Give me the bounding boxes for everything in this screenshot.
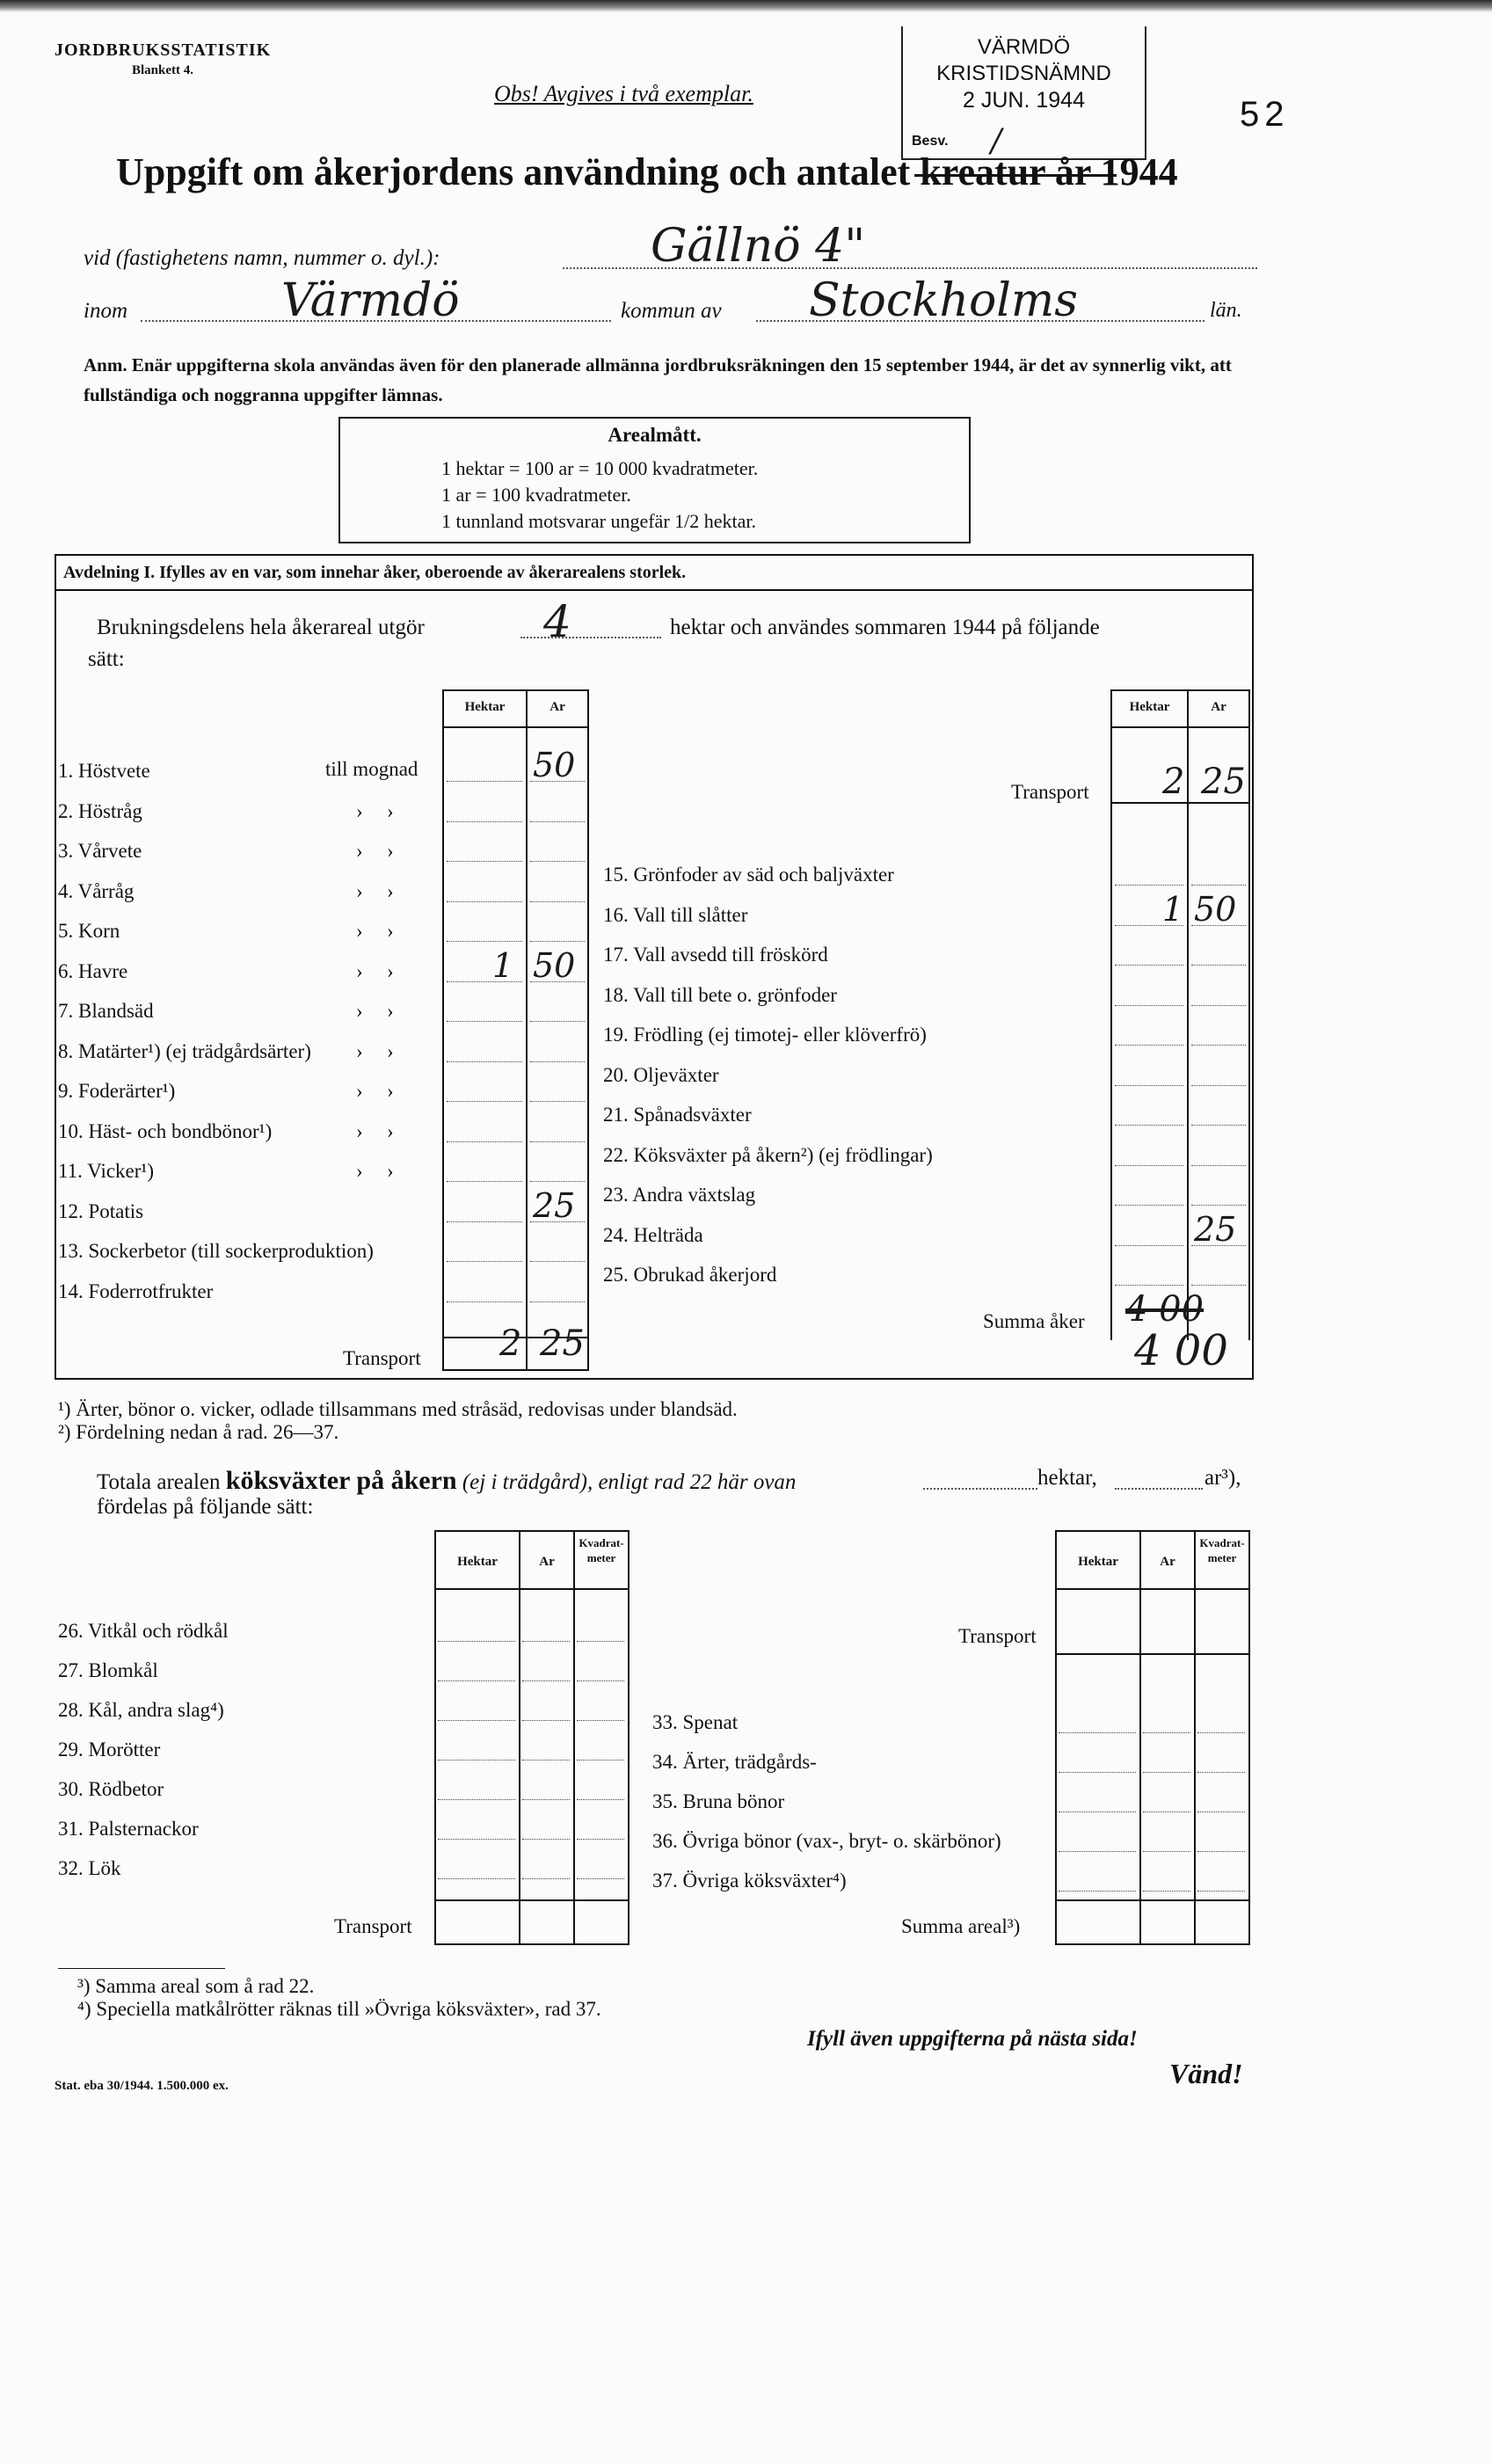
left-transport-label: Transport: [343, 1347, 421, 1369]
kvm-cell[interactable]: [1197, 1732, 1245, 1733]
ditto-mark: ›: [356, 1160, 363, 1182]
ar-cell[interactable]: [522, 1839, 570, 1840]
crop-row-label: 3. Vårvete: [58, 840, 142, 862]
s2r-summa-label: Summa areal³): [901, 1915, 1021, 1937]
hektar-cell[interactable]: [1059, 1891, 1136, 1892]
kvm-cell[interactable]: [577, 1878, 624, 1879]
hektar-cell[interactable]: [447, 901, 522, 902]
section1-intro-c: sätt:: [88, 647, 125, 671]
ditto-mark: ›: [356, 1000, 363, 1022]
ar-cell[interactable]: [1191, 1045, 1246, 1046]
kommun-label: kommun av: [621, 299, 722, 323]
s2-intro-b: köksväxter på åkern: [225, 1466, 457, 1495]
vegetable-row-label: 35. Bruna bönor: [652, 1790, 785, 1812]
ar-cell[interactable]: [530, 861, 585, 862]
s2-intro-e: ar³),: [1205, 1466, 1241, 1490]
s2l-transport-rule: [434, 1899, 630, 1901]
footnote-4: ⁴) Speciella matkålrötter räknas till »Övriga köksväxter», rad 37.: [77, 1998, 601, 2020]
s2-ar-line: [1115, 1488, 1203, 1490]
page-number: 52: [1240, 95, 1290, 134]
ar-cell[interactable]: [530, 1301, 585, 1302]
right-transport-ar[interactable]: 25: [1201, 762, 1246, 802]
ar-cell[interactable]: [1191, 1085, 1246, 1086]
s2r-top: [1055, 1530, 1250, 1532]
section1-heading-rule: [55, 589, 1252, 591]
hektar-cell[interactable]: [1115, 1205, 1183, 1206]
footnote-3: ³) Samma areal som å rad 22.: [77, 1975, 315, 1997]
s2l-transport-label: Transport: [334, 1915, 412, 1937]
arealmatt-box: [338, 417, 971, 543]
hektar-cell[interactable]: [1059, 1772, 1136, 1773]
inom-label: inom: [84, 299, 127, 323]
footnote2-rule: [58, 1968, 225, 1969]
crop-row-label: 16. Vall till slåtter: [603, 904, 748, 926]
hektar-cell[interactable]: [1115, 1045, 1183, 1046]
ar-cell[interactable]: [530, 1261, 585, 1262]
hektar-value[interactable]: 1: [492, 946, 514, 985]
hektar-cell[interactable]: [1115, 965, 1183, 966]
ditto-mark: ›: [387, 1120, 394, 1142]
print-info: Stat. eba 30/1944. 1.500.000 ex.: [55, 2079, 229, 2093]
s2r-summa-rule: [1055, 1899, 1250, 1901]
crop-row-label: 14. Foderrotfrukter: [58, 1280, 214, 1302]
form-number: Blankett 4.: [132, 63, 194, 77]
s2-hektar-line: [923, 1488, 1037, 1490]
hektar-cell[interactable]: [438, 1760, 515, 1761]
kvm-cell[interactable]: [577, 1799, 624, 1800]
arealmatt-line2: 1 ar = 100 kvadratmeter.: [441, 484, 631, 506]
hektar-cell[interactable]: [447, 781, 522, 782]
ar-cell[interactable]: [1191, 1285, 1246, 1286]
hektar-value[interactable]: 1: [1162, 890, 1184, 929]
crop-row-label: 13. Sockerbetor (till sockerproduktion): [58, 1240, 374, 1262]
left-header-bottom: [442, 726, 589, 728]
ar-value[interactable]: 50: [533, 746, 576, 784]
kvm-cell[interactable]: [577, 1760, 624, 1761]
ditto-mark: ›: [387, 1040, 394, 1062]
hektar-cell[interactable]: [1115, 1005, 1183, 1006]
hektar-cell[interactable]: [1115, 885, 1183, 886]
left-col-line-c: [587, 689, 589, 1369]
crop-row-label: 22. Köksväxter på åkern²) (ej frödlingar): [603, 1144, 933, 1166]
hektar-cell[interactable]: [447, 1301, 522, 1302]
crop-row-label: 4. Vårråg: [58, 880, 135, 902]
ar-cell[interactable]: [522, 1760, 570, 1761]
right-col-hektar: Hektar: [1129, 700, 1170, 714]
ar-cell[interactable]: [530, 941, 585, 942]
vand-note: Vänd!: [1169, 2058, 1243, 2089]
form-title: Uppgift om åkerjordens användning och antalet kreatur år 1944: [116, 150, 1178, 193]
vegetable-row-label: 27. Blomkål: [58, 1659, 158, 1681]
kvm-cell[interactable]: [577, 1720, 624, 1721]
ditto-mark: ›: [356, 1040, 363, 1062]
ar-cell[interactable]: [522, 1720, 570, 1721]
s2l-v3: [573, 1530, 575, 1943]
ditto-mark: ›: [356, 840, 363, 862]
hektar-cell[interactable]: [438, 1839, 515, 1840]
ar-value[interactable]: 25: [533, 1186, 576, 1225]
s2r-v1: [1055, 1530, 1057, 1943]
hektar-cell[interactable]: [447, 1141, 522, 1142]
stamp-besv: Besv.: [912, 134, 949, 149]
ditto-mark: ›: [387, 960, 394, 982]
crop-row-label: 6. Havre: [58, 960, 128, 982]
intro-a-text: Brukningsdelens hela åkerareal utgör: [97, 616, 425, 639]
kvm-cell[interactable]: [577, 1680, 624, 1681]
vegetable-row-label: 26. Vitkål och rödkål: [58, 1620, 229, 1642]
ar-cell[interactable]: [530, 1101, 585, 1102]
ditto-mark: ›: [387, 1000, 394, 1022]
arealmatt-line3: 1 tunnland motsvarar ungefär 1/2 hektar.: [441, 510, 757, 532]
s2l-col-kvm: Kvadrat-meter: [579, 1536, 624, 1564]
hektar-cell[interactable]: [438, 1680, 515, 1681]
notice-text: Obs! Avgives i två exemplar.: [494, 81, 753, 106]
anm-note: Anm. Enär uppgifterna skola användas även för den planerade allmänna jordbruksräkningen den 15 september 1944, är det av synnerlig vikt, att fullständiga och noggranna uppgifter lämnas.: [84, 354, 1232, 405]
s2r-col-kvm: Kvadrat-meter: [1199, 1536, 1245, 1564]
kvm-cell[interactable]: [1197, 1891, 1245, 1892]
ar-cell[interactable]: [1191, 1125, 1246, 1126]
crop-row-label: 21. Spånadsväxter: [603, 1104, 752, 1126]
stamp-mark: /: [991, 123, 1002, 159]
right-transport-hektar[interactable]: 2: [1162, 762, 1185, 802]
ar-cell[interactable]: [530, 1181, 585, 1182]
ar-cell[interactable]: [1143, 1732, 1190, 1733]
kvm-cell[interactable]: [1197, 1772, 1245, 1773]
ar-value[interactable]: 25: [1194, 1210, 1237, 1249]
ar-cell[interactable]: [530, 821, 585, 822]
crop-row-label: 8. Matärter¹) (ej trädgårdsärter): [58, 1040, 311, 1062]
right-header-top: [1110, 689, 1250, 691]
vegetable-row-label: 30. Rödbetor: [58, 1778, 164, 1800]
ar-cell[interactable]: [1143, 1851, 1190, 1852]
hektar-cell[interactable]: [438, 1799, 515, 1800]
vegetable-row-label: 34. Ärter, trädgårds-: [652, 1751, 817, 1773]
hektar-cell[interactable]: [447, 1101, 522, 1102]
hektar-cell[interactable]: [438, 1641, 515, 1642]
ifyll-note: Ifyll även uppgifterna på nästa sida!: [807, 2027, 1138, 2051]
ar-cell[interactable]: [1191, 1005, 1246, 1006]
ar-cell[interactable]: [1143, 1772, 1190, 1773]
s2l-v2: [519, 1530, 520, 1943]
crop-row-label: 11. Vicker¹): [58, 1160, 154, 1182]
ditto-mark: ›: [356, 800, 363, 822]
s2l-v1: [434, 1530, 436, 1943]
vegetable-row-label: 31. Palsternackor: [58, 1818, 199, 1840]
vid-value[interactable]: Gällnö 4": [651, 220, 866, 273]
ditto-mark: ›: [387, 920, 394, 942]
ar-cell[interactable]: [1191, 885, 1246, 886]
hektar-cell[interactable]: [1115, 1245, 1183, 1246]
crop-row-label: 7. Blandsäd: [58, 1000, 154, 1022]
footnote-1: ¹) Ärter, bönor o. vicker, odlade tillsammans med stråsäd, redovisas under blandsäd.: [58, 1398, 738, 1420]
ar-cell[interactable]: [1191, 965, 1246, 966]
crop-row-label: 10. Häst- och bondbönor¹): [58, 1120, 273, 1142]
vegetable-row-label: 37. Övriga köksväxter⁴): [652, 1870, 847, 1892]
left-col-line-b: [526, 689, 528, 1369]
right-col-line-c: [1248, 689, 1250, 1340]
till-mognad-label: till mognad: [325, 758, 418, 780]
crop-row-label: 19. Frödling (ej timotej- eller klöverfrö): [603, 1024, 927, 1046]
lan-label: län.: [1210, 299, 1242, 322]
lan-value[interactable]: Stockholms: [809, 274, 1078, 327]
ditto-mark: ›: [387, 840, 394, 862]
ar-cell[interactable]: [522, 1878, 570, 1879]
ar-cell[interactable]: [522, 1680, 570, 1681]
agency-label: JORDBRUKSSTATISTIK: [55, 40, 272, 60]
s2l-col-ar: Ar: [539, 1555, 555, 1569]
left-transport-rule2: [442, 1369, 589, 1371]
crop-row-label: 12. Potatis: [58, 1200, 144, 1222]
crop-row-label: 20. Oljeväxter: [603, 1064, 719, 1086]
s2r-v2: [1139, 1530, 1141, 1943]
hektar-cell[interactable]: [447, 1061, 522, 1062]
right-transport-label: Transport: [1011, 781, 1089, 803]
ar-cell[interactable]: [522, 1641, 570, 1642]
hektar-cell[interactable]: [447, 1221, 522, 1222]
crop-row-label: 15. Grönfoder av säd och baljväxter: [603, 864, 894, 886]
left-col-line-a: [442, 689, 444, 1369]
hektar-cell[interactable]: [1115, 1285, 1183, 1286]
summa-aker-value[interactable]: 4 00: [1134, 1326, 1228, 1375]
kvm-cell[interactable]: [577, 1839, 624, 1840]
total-area-value[interactable]: 4: [543, 596, 571, 647]
hektar-cell[interactable]: [447, 861, 522, 862]
arealmatt-line1: 1 hektar = 100 ar = 10 000 kvadratmeter.: [441, 457, 759, 479]
s2r-transport-label: Transport: [958, 1625, 1037, 1647]
section1-intro-a: [97, 616, 425, 640]
right-col-line-a: [1110, 689, 1112, 1340]
crop-row-label: 18. Vall till bete o. grönfoder: [603, 984, 837, 1006]
s2l-v4: [628, 1530, 630, 1943]
hektar-cell[interactable]: [1059, 1851, 1136, 1852]
left-col-hektar: Hektar: [464, 700, 506, 714]
hektar-cell[interactable]: [1115, 1085, 1183, 1086]
s2r-transport-rule: [1055, 1653, 1250, 1655]
title-strike: [914, 174, 1117, 177]
vegetable-row-label: 33. Spenat: [652, 1711, 739, 1733]
crop-row-label: 1. Höstvete: [58, 760, 150, 782]
hektar-cell[interactable]: [438, 1878, 515, 1879]
crop-row-label: 23. Andra växtslag: [603, 1184, 756, 1206]
ar-cell[interactable]: [530, 901, 585, 902]
hektar-cell[interactable]: [447, 1261, 522, 1262]
s2r-col-ar: Ar: [1160, 1555, 1175, 1569]
crop-row-label: 9. Foderärter¹): [58, 1080, 176, 1102]
crop-row-label: 24. Helträda: [603, 1224, 703, 1246]
ditto-mark: ›: [387, 800, 394, 822]
vegetable-row-label: 36. Övriga bönor (vax-, bryt- o. skärbönor): [652, 1830, 1001, 1852]
s2r-head-bottom: [1055, 1588, 1250, 1590]
ar-cell[interactable]: [1143, 1891, 1190, 1892]
s2-intro-d: hektar,: [1037, 1466, 1097, 1490]
ar-value[interactable]: 50: [533, 946, 576, 985]
right-col-ar: Ar: [1211, 700, 1226, 714]
s2l-col-hektar: Hektar: [457, 1555, 498, 1569]
stamp-line1: VÄRMDÖ: [977, 35, 1071, 59]
s2-intro-a: Totala arealen: [97, 1470, 221, 1494]
s2l-head-bottom: [434, 1588, 630, 1590]
ar-cell[interactable]: [530, 1021, 585, 1022]
kvm-cell[interactable]: [1197, 1851, 1245, 1852]
summa-aker-struck: 4 00: [1125, 1289, 1205, 1330]
s2l-transport-rule2: [434, 1943, 630, 1945]
hektar-cell[interactable]: [1059, 1732, 1136, 1733]
arealmatt-title: Arealmått.: [608, 424, 702, 446]
summa-aker-label: Summa åker: [983, 1310, 1085, 1332]
section1-intro-b: hektar och användes sommaren 1944 på följande: [670, 616, 1100, 639]
s2r-col-hektar: Hektar: [1078, 1555, 1118, 1569]
hektar-cell[interactable]: [1115, 1165, 1183, 1166]
left-transport-hektar[interactable]: 2: [499, 1323, 522, 1364]
crop-row-label: 25. Obrukad åkerjord: [603, 1264, 777, 1286]
s2l-top: [434, 1530, 630, 1532]
ditto-mark: ›: [356, 1080, 363, 1102]
s2r-v3: [1194, 1530, 1196, 1943]
s2-intro-c: (ej i trädgård), enligt rad 22 här ovan: [462, 1470, 797, 1494]
ditto-mark: ›: [356, 920, 363, 942]
vegetable-row-label: 32. Lök: [58, 1857, 121, 1879]
stamp-line2: KRISTIDSNÄMND: [936, 62, 1111, 85]
scan-edge: [0, 0, 1492, 12]
hektar-cell[interactable]: [438, 1720, 515, 1721]
section1-heading: Avdelning I. Ifylles av en var, som innehar åker, oberoende av åkerarealens storlek.: [63, 563, 687, 582]
ditto-mark: ›: [387, 1080, 394, 1102]
inom-value[interactable]: Värmdö: [281, 274, 460, 327]
hektar-cell[interactable]: [1115, 1125, 1183, 1126]
hektar-cell[interactable]: [447, 941, 522, 942]
stamp-date: 2 JUN. 1944: [963, 88, 1085, 113]
s2r-v4: [1248, 1530, 1250, 1943]
kvm-cell[interactable]: [577, 1641, 624, 1642]
intro-line: [520, 637, 661, 638]
ar-cell[interactable]: [1191, 1165, 1246, 1166]
ar-cell[interactable]: [522, 1799, 570, 1800]
ditto-mark: ›: [387, 880, 394, 902]
ar-cell[interactable]: [530, 1141, 585, 1142]
registration-stamp: [901, 26, 1146, 160]
left-transport-ar[interactable]: 25: [540, 1323, 585, 1364]
ditto-mark: ›: [356, 880, 363, 902]
ar-cell[interactable]: [1191, 1205, 1246, 1206]
hektar-cell[interactable]: [447, 821, 522, 822]
vegetable-row-label: 28. Kål, andra slag⁴): [58, 1699, 224, 1721]
s2r-summa-rule2: [1055, 1943, 1250, 1945]
vegetable-row-label: 29. Morötter: [58, 1739, 161, 1761]
left-header-top: [442, 689, 589, 691]
ditto-mark: ›: [356, 1120, 363, 1142]
right-col-line-b: [1187, 689, 1189, 1340]
crop-row-label: 2. Höstråg: [58, 800, 142, 822]
hektar-cell[interactable]: [447, 1021, 522, 1022]
right-transport-rule: [1110, 802, 1250, 804]
right-header-bottom: [1110, 726, 1250, 728]
ditto-mark: ›: [387, 1160, 394, 1182]
ar-cell[interactable]: [530, 1061, 585, 1062]
vid-label: vid (fastighetens namn, nummer o. dyl.):: [84, 246, 440, 270]
crop-row-label: 5. Korn: [58, 920, 120, 942]
left-col-ar: Ar: [549, 700, 565, 714]
ar-value[interactable]: 50: [1194, 890, 1237, 929]
s2-intro-f: fördelas på följande sätt:: [97, 1495, 314, 1519]
ditto-mark: ›: [356, 960, 363, 982]
footnote-2: ²) Fördelning nedan å rad. 26—37.: [58, 1421, 339, 1443]
crop-row-label: 17. Vall avsedd till fröskörd: [603, 944, 828, 966]
hektar-cell[interactable]: [447, 1181, 522, 1182]
section2-intro: [97, 1466, 796, 1496]
